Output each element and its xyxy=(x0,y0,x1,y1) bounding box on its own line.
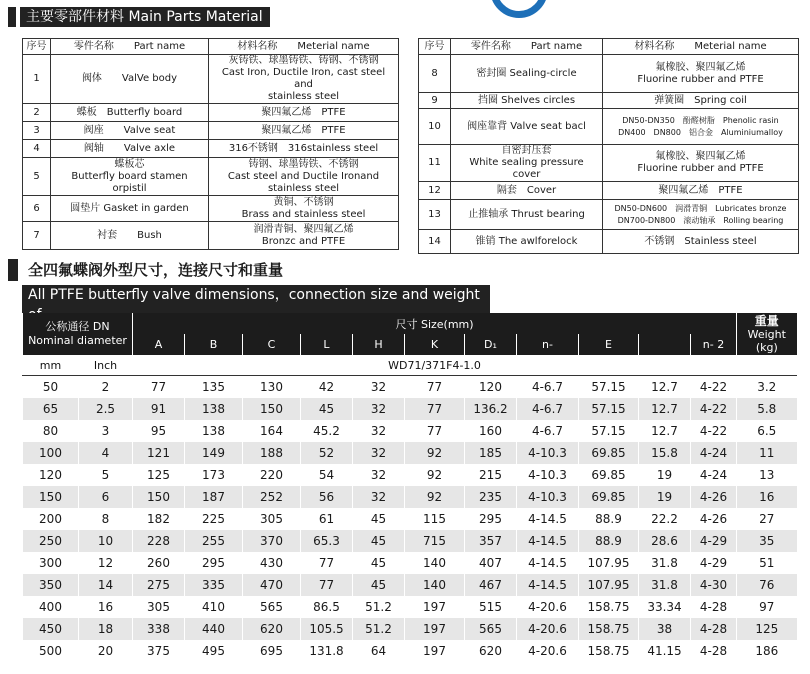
table-cell: 4-24 xyxy=(691,464,737,486)
table-cell: 92 xyxy=(405,486,465,508)
table-cell: 695 xyxy=(243,640,301,662)
table-cell: 92 xyxy=(405,464,465,486)
col-header: L xyxy=(301,334,353,355)
part-name: 止推轴承 Thrust bearing xyxy=(451,200,603,230)
table-cell: 38 xyxy=(639,618,691,640)
table-cell: 4-6.7 xyxy=(517,376,579,399)
part-no: 14 xyxy=(419,230,451,254)
section-marker xyxy=(8,7,16,27)
table-cell: 150 xyxy=(243,398,301,420)
table-cell: 115 xyxy=(405,508,465,530)
table-cell: 16 xyxy=(79,596,133,618)
table-cell: 515 xyxy=(465,596,517,618)
table-cell: 77 xyxy=(301,574,353,596)
part-no: 9 xyxy=(419,93,451,109)
part-material: 316不锈钢 316stainless steel xyxy=(209,140,399,158)
dims-title-cn: 全四氟蝶阀外型尺寸，连接尺寸和重量 xyxy=(28,261,284,279)
table-cell: 32 xyxy=(353,420,405,442)
table-cell: 158.75 xyxy=(579,596,639,618)
table-cell: 4-28 xyxy=(691,596,737,618)
table-cell: 64 xyxy=(353,640,405,662)
table-cell: 76 xyxy=(737,574,797,596)
parts-row xyxy=(419,145,799,182)
table-cell: 200 xyxy=(23,508,79,530)
parts-table-left xyxy=(22,38,399,250)
part-no: 6 xyxy=(23,196,51,222)
table-cell: 12.7 xyxy=(639,398,691,420)
table-cell: 6 xyxy=(79,486,133,508)
dims-header-row-1 xyxy=(23,313,797,334)
table-cell: 187 xyxy=(185,486,243,508)
part-no: 7 xyxy=(23,222,51,250)
part-no: 11 xyxy=(419,145,451,182)
table-cell: 27 xyxy=(737,508,797,530)
table-cell: 140 xyxy=(405,552,465,574)
table-cell: 130 xyxy=(243,376,301,399)
table-cell: 149 xyxy=(185,442,243,464)
nominal-header xyxy=(23,313,133,355)
table-cell: 4-29 xyxy=(691,530,737,552)
table-cell: 95 xyxy=(133,420,185,442)
table-cell: 80 xyxy=(23,420,79,442)
part-material: 灰铸铁、球墨铸铁、铸钢、不锈钢 Cast Iron, Ductile Iron, cast steel and stainless steel xyxy=(209,55,399,104)
table-cell: 197 xyxy=(405,640,465,662)
table-cell: 260 xyxy=(133,552,185,574)
table-row xyxy=(23,486,797,508)
table-cell: 620 xyxy=(243,618,301,640)
part-name: 挡圈 Shelves circles xyxy=(451,93,603,109)
nominal-cn: 公称通径 DN xyxy=(45,320,110,333)
table-cell: 135 xyxy=(185,376,243,399)
table-cell: 225 xyxy=(185,508,243,530)
table-cell: 45 xyxy=(353,574,405,596)
part-name: 阀座靠背 Valve seat bacl xyxy=(451,109,603,145)
table-cell: 158.75 xyxy=(579,640,639,662)
table-cell: 4 xyxy=(79,442,133,464)
table-cell: 450 xyxy=(23,618,79,640)
table-cell: 131.8 xyxy=(301,640,353,662)
part-no: 1 xyxy=(23,55,51,104)
inch-header: Inch xyxy=(79,355,133,376)
table-cell: 86.5 xyxy=(301,596,353,618)
table-cell: 31.8 xyxy=(639,552,691,574)
table-cell: 77 xyxy=(405,376,465,399)
table-cell: 51 xyxy=(737,552,797,574)
part-name: 蝶板芯 Butterfly board stamen orpistil xyxy=(51,158,209,196)
header-part: 零件名称 Part name xyxy=(451,39,603,55)
table-cell: 51.2 xyxy=(353,596,405,618)
part-material: 铸钢、球墨铸铁、不锈钢 Cast steel and Ductile Ironand stainless steel xyxy=(209,158,399,196)
table-cell: 138 xyxy=(185,398,243,420)
table-cell: 375 xyxy=(133,640,185,662)
parts-row xyxy=(419,93,799,109)
table-cell: 50 xyxy=(23,376,79,399)
part-name: 隔套 Cover xyxy=(451,182,603,200)
table-cell: 10 xyxy=(79,530,133,552)
table-cell: 4-6.7 xyxy=(517,420,579,442)
table-cell: 31.8 xyxy=(639,574,691,596)
part-no: 8 xyxy=(419,55,451,93)
table-cell: 4-28 xyxy=(691,640,737,662)
table-cell: 470 xyxy=(243,574,301,596)
table-cell: 158.75 xyxy=(579,618,639,640)
table-cell: 12 xyxy=(79,552,133,574)
table-cell: 4-29 xyxy=(691,552,737,574)
table-cell: 6.5 xyxy=(737,420,797,442)
table-cell: 4-14.5 xyxy=(517,508,579,530)
table-cell: 32 xyxy=(353,486,405,508)
table-cell: 138 xyxy=(185,420,243,442)
table-cell: 107.95 xyxy=(579,552,639,574)
part-no: 2 xyxy=(23,104,51,122)
table-cell: 160 xyxy=(465,420,517,442)
part-name: 锥销 The awlforelock xyxy=(451,230,603,254)
part-material: 不锈钢 Stainless steel xyxy=(603,230,799,254)
table-cell: 215 xyxy=(465,464,517,486)
table-cell: 4-22 xyxy=(691,420,737,442)
mm-header: mm xyxy=(23,355,79,376)
table-cell: 4-24 xyxy=(691,442,737,464)
table-cell: 235 xyxy=(465,486,517,508)
table-cell: 32 xyxy=(353,464,405,486)
part-name: 阀座 Valve seat xyxy=(51,122,209,140)
table-cell: 150 xyxy=(133,486,185,508)
table-cell: 57.15 xyxy=(579,398,639,420)
dims-header-row-3 xyxy=(23,355,797,376)
table-cell: 5 xyxy=(79,464,133,486)
table-cell: 255 xyxy=(185,530,243,552)
part-name: 自密封压套 White sealing pressure cover xyxy=(451,145,603,182)
table-cell: 45 xyxy=(353,552,405,574)
part-material: 聚四氟乙烯 PTFE xyxy=(209,104,399,122)
empty-cell xyxy=(737,355,797,376)
table-cell: 4-20.6 xyxy=(517,596,579,618)
section-marker xyxy=(8,259,18,281)
table-row xyxy=(23,508,797,530)
part-material: DN50-DN350 酚醛树脂 Phenolic rasin DN400 DN800 铝合金 Aluminiumalloy xyxy=(603,109,799,145)
parts-row xyxy=(23,104,399,122)
col-header: n- xyxy=(517,334,579,355)
table-cell: 120 xyxy=(465,376,517,399)
table-cell: 140 xyxy=(405,574,465,596)
table-cell: 295 xyxy=(185,552,243,574)
table-cell: 182 xyxy=(133,508,185,530)
valve-logo-fragment xyxy=(490,0,548,18)
table-cell: 275 xyxy=(133,574,185,596)
table-cell: 467 xyxy=(465,574,517,596)
table-row xyxy=(23,464,797,486)
weight-header xyxy=(737,313,797,355)
part-material: 润滑青铜、聚四氟乙烯 Bronzc and PTFE xyxy=(209,222,399,250)
table-cell: 228 xyxy=(133,530,185,552)
table-cell: 4-6.7 xyxy=(517,398,579,420)
table-cell: 4-20.6 xyxy=(517,640,579,662)
table-cell: 400 xyxy=(23,596,79,618)
table-cell: 370 xyxy=(243,530,301,552)
table-cell: 440 xyxy=(185,618,243,640)
table-cell: 197 xyxy=(405,596,465,618)
col-header: C xyxy=(243,334,301,355)
parts-header-row xyxy=(23,39,399,55)
table-row xyxy=(23,574,797,596)
table-cell: 100 xyxy=(23,442,79,464)
table-cell: 42 xyxy=(301,376,353,399)
table-cell: 45 xyxy=(353,508,405,530)
table-cell: 250 xyxy=(23,530,79,552)
table-cell: 5.8 xyxy=(737,398,797,420)
parts-row xyxy=(419,200,799,230)
table-cell: 150 xyxy=(23,486,79,508)
table-cell: 4-22 xyxy=(691,376,737,399)
parts-row xyxy=(23,55,399,104)
parts-row xyxy=(419,55,799,93)
table-cell: 97 xyxy=(737,596,797,618)
table-cell: 4-22 xyxy=(691,398,737,420)
part-name: 圆垫片 Gasket in garden xyxy=(51,196,209,222)
parts-row xyxy=(419,230,799,254)
table-cell: 2.5 xyxy=(79,398,133,420)
part-no: 5 xyxy=(23,158,51,196)
table-cell: 57.15 xyxy=(579,376,639,399)
header-no: 序号 xyxy=(419,39,451,55)
table-cell: 430 xyxy=(243,552,301,574)
table-row xyxy=(23,596,797,618)
table-cell: 65.3 xyxy=(301,530,353,552)
table-cell: 91 xyxy=(133,398,185,420)
table-cell: 173 xyxy=(185,464,243,486)
table-cell: 305 xyxy=(243,508,301,530)
table-cell: 22.2 xyxy=(639,508,691,530)
table-cell: 4-30 xyxy=(691,574,737,596)
part-name: 密封圈 Sealing-circle xyxy=(451,55,603,93)
table-cell: 14 xyxy=(79,574,133,596)
table-cell: 252 xyxy=(243,486,301,508)
table-cell: 495 xyxy=(185,640,243,662)
col-header: B xyxy=(185,334,243,355)
table-cell: 565 xyxy=(465,618,517,640)
table-cell: 125 xyxy=(737,618,797,640)
table-cell: 136.2 xyxy=(465,398,517,420)
part-no: 13 xyxy=(419,200,451,230)
part-name: 阀轴 Valve axle xyxy=(51,140,209,158)
model-header: WD71/371F4-1.0 xyxy=(133,355,737,376)
table-cell: 220 xyxy=(243,464,301,486)
table-cell: 57.15 xyxy=(579,420,639,442)
table-cell: 33.34 xyxy=(639,596,691,618)
table-cell: 4-14.5 xyxy=(517,574,579,596)
table-cell: 32 xyxy=(353,398,405,420)
table-cell: 105.5 xyxy=(301,618,353,640)
parts-row xyxy=(23,222,399,250)
table-cell: 565 xyxy=(243,596,301,618)
table-cell: 65 xyxy=(23,398,79,420)
col-header xyxy=(639,334,691,355)
table-cell: 2 xyxy=(79,376,133,399)
parts-row xyxy=(419,109,799,145)
table-cell: 4-14.5 xyxy=(517,530,579,552)
table-cell: 20 xyxy=(79,640,133,662)
table-row xyxy=(23,618,797,640)
table-cell: 350 xyxy=(23,574,79,596)
table-cell: 300 xyxy=(23,552,79,574)
header-material: 材料名称 Meterial name xyxy=(209,39,399,55)
table-cell: 77 xyxy=(405,398,465,420)
table-cell: 56 xyxy=(301,486,353,508)
table-cell: 32 xyxy=(353,442,405,464)
table-cell: 28.6 xyxy=(639,530,691,552)
part-no: 4 xyxy=(23,140,51,158)
table-cell: 407 xyxy=(465,552,517,574)
col-header: K xyxy=(405,334,465,355)
table-cell: 45 xyxy=(353,530,405,552)
table-cell: 32 xyxy=(353,376,405,399)
part-material: 黄铜、不锈钢 Brass and stainless steel xyxy=(209,196,399,222)
part-name: 阀体 ValVe body xyxy=(51,55,209,104)
table-row xyxy=(23,420,797,442)
parts-table-right xyxy=(418,38,799,254)
table-row xyxy=(23,640,797,662)
parts-row xyxy=(23,122,399,140)
table-cell: 92 xyxy=(405,442,465,464)
part-material: DN50-DN600 润滑青铜 Lubricates bronze DN700-DN800 滚动轴承 Rolling bearing xyxy=(603,200,799,230)
table-cell: 338 xyxy=(133,618,185,640)
table-cell: 52 xyxy=(301,442,353,464)
table-cell: 3.2 xyxy=(737,376,797,399)
part-no: 3 xyxy=(23,122,51,140)
table-cell: 4-26 xyxy=(691,508,737,530)
table-cell: 295 xyxy=(465,508,517,530)
table-row xyxy=(23,398,797,420)
header-material: 材料名称 Meterial name xyxy=(603,39,799,55)
table-cell: 18 xyxy=(79,618,133,640)
table-cell: 12.7 xyxy=(639,420,691,442)
parts-row xyxy=(23,196,399,222)
table-cell: 88.9 xyxy=(579,530,639,552)
table-cell: 77 xyxy=(301,552,353,574)
table-cell: 4-10.3 xyxy=(517,442,579,464)
part-name: 蝶板 Butterfly board xyxy=(51,104,209,122)
part-no: 12 xyxy=(419,182,451,200)
table-cell: 69.85 xyxy=(579,442,639,464)
table-cell: 4-14.5 xyxy=(517,552,579,574)
table-cell: 107.95 xyxy=(579,574,639,596)
parts-header-row xyxy=(419,39,799,55)
table-cell: 45 xyxy=(301,398,353,420)
table-cell: 19 xyxy=(639,486,691,508)
table-cell: 305 xyxy=(133,596,185,618)
table-cell: 4-10.3 xyxy=(517,486,579,508)
col-header: A xyxy=(133,334,185,355)
table-cell: 16 xyxy=(737,486,797,508)
table-cell: 335 xyxy=(185,574,243,596)
table-cell: 77 xyxy=(405,420,465,442)
dims-header-row-2 xyxy=(23,334,797,355)
header-no: 序号 xyxy=(23,39,51,55)
col-header: n- 2 xyxy=(691,334,737,355)
parts-row xyxy=(23,140,399,158)
table-cell: 61 xyxy=(301,508,353,530)
part-material: 聚四氟乙烯 PTFE xyxy=(209,122,399,140)
table-cell: 8 xyxy=(79,508,133,530)
part-no: 10 xyxy=(419,109,451,145)
table-cell: 185 xyxy=(465,442,517,464)
table-cell: 15.8 xyxy=(639,442,691,464)
table-cell: 51.2 xyxy=(353,618,405,640)
table-cell: 54 xyxy=(301,464,353,486)
table-cell: 88.9 xyxy=(579,508,639,530)
table-cell: 4-20.6 xyxy=(517,618,579,640)
table-row xyxy=(23,530,797,552)
table-cell: 715 xyxy=(405,530,465,552)
parts-row xyxy=(419,182,799,200)
table-cell: 19 xyxy=(639,464,691,486)
table-cell: 188 xyxy=(243,442,301,464)
table-cell: 35 xyxy=(737,530,797,552)
header-part: 零件名称 Part name xyxy=(51,39,209,55)
table-cell: 69.85 xyxy=(579,486,639,508)
table-cell: 357 xyxy=(465,530,517,552)
table-cell: 13 xyxy=(737,464,797,486)
dims-title-en: All PTFE butterfly valve dimensions，connection size and weight xyxy=(22,285,490,325)
part-material: 弹簧圈 Spring coil xyxy=(603,93,799,109)
table-cell: 164 xyxy=(243,420,301,442)
table-cell: 41.15 xyxy=(639,640,691,662)
table-row xyxy=(23,376,797,399)
table-cell: 620 xyxy=(465,640,517,662)
table-row xyxy=(23,442,797,464)
parts-row xyxy=(23,158,399,196)
col-header: D₁ xyxy=(465,334,517,355)
part-name: 衬套 Bush xyxy=(51,222,209,250)
table-cell: 121 xyxy=(133,442,185,464)
parts-section-title: 主要零部件材料 Main Parts Material xyxy=(20,7,270,27)
table-cell: 4-10.3 xyxy=(517,464,579,486)
part-material: 聚四氟乙烯 PTFE xyxy=(603,182,799,200)
table-cell: 4-28 xyxy=(691,618,737,640)
part-material: 氟橡胶、聚四氟乙烯 Fluorine rubber and PTFE xyxy=(603,55,799,93)
table-cell: 186 xyxy=(737,640,797,662)
weight-unit: (kg) xyxy=(755,340,778,354)
table-cell: 11 xyxy=(737,442,797,464)
part-material: 氟橡胶、聚四氟乙烯 Fluorine rubber and PTFE xyxy=(603,145,799,182)
weight-en: Weight xyxy=(747,327,786,341)
table-cell: 125 xyxy=(133,464,185,486)
weight-cn: 重量 xyxy=(754,313,779,328)
table-cell: 77 xyxy=(133,376,185,399)
table-cell: 500 xyxy=(23,640,79,662)
dimensions-table xyxy=(22,313,797,662)
table-cell: 45.2 xyxy=(301,420,353,442)
table-cell: 3 xyxy=(79,420,133,442)
table-cell: 4-26 xyxy=(691,486,737,508)
table-row xyxy=(23,552,797,574)
col-header: H xyxy=(353,334,405,355)
size-header: 尺寸 Size(mm) xyxy=(133,313,737,334)
table-cell: 410 xyxy=(185,596,243,618)
col-header: E xyxy=(579,334,639,355)
table-cell: 12.7 xyxy=(639,376,691,399)
nominal-en: Nominal diameter xyxy=(28,334,127,347)
table-cell: 120 xyxy=(23,464,79,486)
table-cell: 197 xyxy=(405,618,465,640)
table-cell: 69.85 xyxy=(579,464,639,486)
